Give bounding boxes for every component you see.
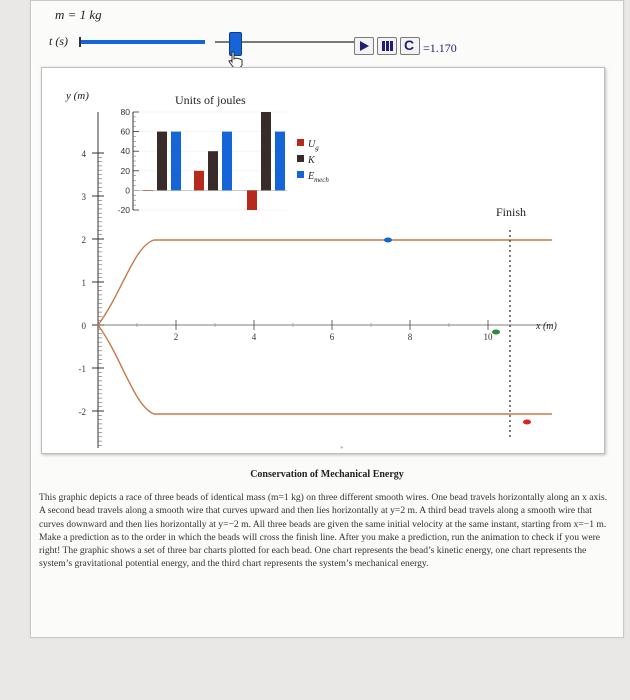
caption-title: Conservation of Mechanical Energy [250, 469, 404, 480]
chart-y-ticks [133, 112, 139, 210]
reset-icon: C [404, 37, 415, 53]
y-axis-label: y (m) [66, 90, 89, 102]
chart-y-tick-labels [118, 107, 131, 215]
simulation-canvas [42, 68, 604, 453]
center-mark: * [340, 445, 344, 453]
y-tick-label: -1 [78, 364, 86, 374]
play-button[interactable] [354, 37, 374, 55]
bar-ug-1 [143, 190, 153, 191]
y-tick-label: 2 [81, 235, 86, 245]
y-tick-label: 1 [81, 278, 86, 288]
x-tick-label: 2 [173, 332, 179, 342]
legend-swatch-k [297, 155, 304, 162]
time-label: t (s) [49, 34, 68, 48]
x-axis-label: x (m) [536, 321, 557, 332]
reset-button[interactable] [400, 37, 420, 55]
content-card [30, 0, 624, 638]
y-tick-label: -2 [78, 407, 86, 417]
x-tick-label: 10 [483, 332, 493, 342]
bar-emech-1 [171, 132, 181, 191]
chart-y-tick-label: 80 [120, 107, 130, 117]
legend-swatch-ug [297, 139, 304, 146]
legend-swatch-emech [297, 171, 304, 178]
bar-emech-3 [275, 132, 285, 191]
chart-y-tick-label: 0 [125, 185, 130, 196]
pause-button[interactable] [377, 37, 397, 55]
chart-y-tick-label: 60 [120, 126, 130, 137]
pause-icon [378, 38, 396, 54]
y-tick-label: 3 [81, 192, 86, 202]
simulation-panel [41, 67, 605, 454]
x-tick-labels [174, 332, 493, 342]
legend-label-emech: $E_{mech}$ [308, 171, 329, 184]
slider-fill [81, 40, 205, 44]
bar-ug-3 [247, 190, 257, 210]
chart-title: Units of joules [175, 93, 246, 107]
chart-y-tick-label: 40 [120, 146, 130, 157]
x-tick-label: 8 [407, 332, 413, 342]
chart-y-tick-label: -20 [117, 205, 130, 215]
bead-bottom [523, 420, 531, 425]
finish-label: Finish [496, 205, 527, 219]
upper-wire [98, 240, 552, 325]
x-tick-label: 4 [251, 332, 257, 342]
bead-middle [492, 330, 500, 335]
bar-k-3 [261, 112, 271, 190]
legend-label-k: K [308, 155, 315, 166]
y-tick-label: 0 [81, 321, 86, 331]
time-slider[interactable] [81, 40, 361, 44]
x-tick-label: 6 [329, 332, 335, 342]
y-tick-label: 4 [81, 149, 86, 159]
bar-k-1 [157, 132, 167, 191]
play-icon [355, 38, 373, 54]
y-tick-labels [79, 149, 87, 417]
legend-label-ug: $U_g$ [308, 139, 319, 152]
chart-y-tick-label: 20 [120, 165, 130, 176]
mass-label: m = 1 kg [55, 7, 102, 22]
caption-body: This graphic depicts a race of three beads of identical mass (m=1 kg) on three different smooth wires. One bead travels horizontally along an x axis. A second bead travels along a smooth wire that curves upward and then lies horizontally at y=2 m. A third bead travels along a smooth wire that curves downward and then lies horizontally at y=−2 m. All three beads are given the same initial velocity at the same instant, starting from x=−1 m. Make a prediction as to the order in which the beads will cross the finish line. After you make a prediction, run the animation to check if you were right! The graphic shows a set of three bar charts plotted for each bead. One chart represents the bead’s kinetic energy, one chart represents the system’s gravitational potential energy, and the third chart represents the system’s mechanical energy. [39, 492, 608, 570]
chart-bars [143, 112, 285, 210]
bead-top [384, 238, 392, 243]
time-readout: =1.170 [423, 41, 457, 55]
bar-k-2 [208, 151, 218, 190]
bar-emech-2 [222, 132, 232, 191]
bar-ug-2 [194, 171, 204, 191]
